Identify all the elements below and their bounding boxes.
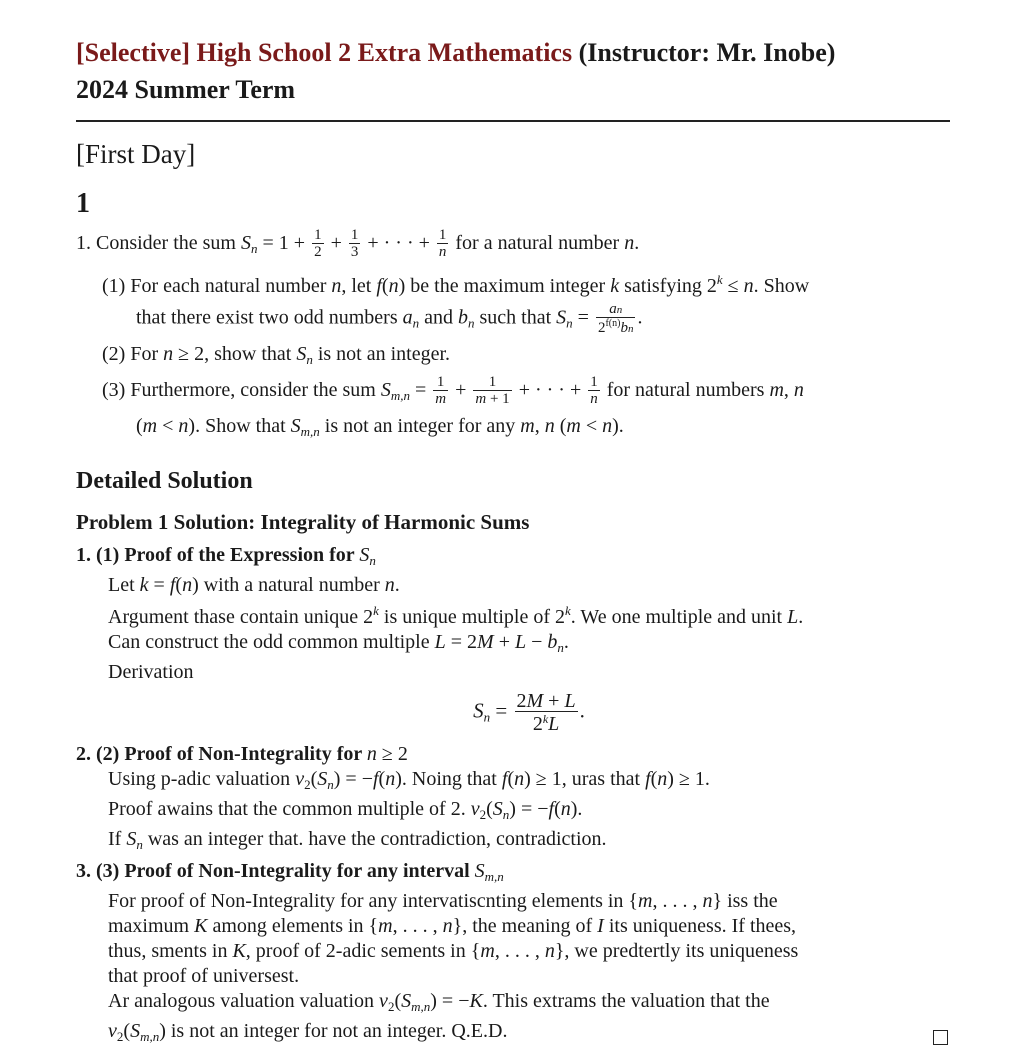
solution-line: Argument thase contain unique 2$^k$ is unique multiple of 2$^k$. We one multiple and unit L. [108,602,804,628]
problem-part-3: (3) Furthermore, consider the sum $S_{m,n}$ = $\frac{1}{m}$ + $\frac{1}{m + 1}$ + · · · + $\frac{1}{n}$ for natural numbers m, n [102,374,804,407]
solution-line: If $S_n$ was an integer that. have the contradiction, contradiction. [108,827,607,852]
problem-statement [76,228,950,447]
solution-line: Let k = f(n) with a natural number n. [108,573,400,596]
solution-item-2-heading: 2. (2) Proof of Non-Integrality for n ≥ 2 [76,742,408,765]
solution-line: Can construct the odd common multiple $L = 2M + L - b_n$. [108,630,569,655]
problem-part-2: (2) For n ≥ 2, show that $S_n$ is not an integer. [102,342,451,367]
qed-square-icon [933,1030,948,1045]
course-title [76,34,950,72]
document-page [76,34,950,1049]
problem-intro: 1. Consider the sum $S_n = 1$ + $\frac{1}{2}$ + $\frac{1}{3}$ + · · · + $\frac{1}{n}$ for a natural number n. [76,227,640,261]
problem-part-1-line-2: that there exist two odd numbers $a_n$ and $b_n$ such that $S_n$ = $\frac{an}{2^{f(n)}bn}$ . [136,301,643,336]
solution-line: $v_2(S_{m,n})$ is not an integer for not an integer. Q.E.D. [108,1019,950,1049]
solution-line: For proof of Non-Integrality for any intervatiscnting elements in {m, . . . , n} iss the [108,889,778,912]
instructor-name: (Instructor: Mr. Inobe) [572,38,836,67]
solution-item-3-body [76,889,950,1049]
day-heading: [First Day] [76,139,196,169]
solution-heading: Detailed Solution [76,467,253,494]
derivation-equation: $S_n$ = $\frac{2M + L}{2^kL}$ . [473,689,585,735]
solution-item-2-body [76,767,950,857]
solution-item-1-heading: 1. (1) Proof of the Expression for $S_n$ [76,543,376,568]
term-label: 2024 Summer Term [76,75,296,104]
solution-line: thus, sments in K, proof of 2-adic sements in {m, . . . , n}, we predtertly its uniqueness [108,939,799,962]
problem-part-3-line-2: (m < n). Show that $S_{m,n}$ is not an integer for any m, n (m < n). [136,414,624,439]
header-rule [76,120,950,122]
solution-item-3-heading: 3. (3) Proof of Non-Integrality for any interval $S_{m,n}$ [76,859,504,884]
solution-line: that proof of universest. [108,964,300,987]
solution-line: maximum K among elements in {m, . . . , n}, the meaning of I its uniqueness. If thees, [108,914,797,937]
solution-line: Proof awains that the common multiple of 2. $v_2(S_n) = -f(n)$. [108,797,583,822]
section-number: 1 [76,188,90,219]
solution-line: Ar analogous valuation valuation $v_2(S_{m,n}) = -K$. This extrams the valuation that the [108,989,770,1014]
solution-line: Derivation [108,660,194,683]
solution-body [76,543,950,1049]
problem-part-1: (1) For each natural number n, let f(n) be the maximum integer k satisfying $2^k \le n$. Show [102,272,810,297]
solution-line: Using p-adic valuation $v_2(S_n) = -f(n)$. Noing that f(n) ≥ 1, uras that f(n) ≥ 1. [108,767,710,792]
solution-subheading: Problem 1 Solution: Integrality of Harmonic Sums [76,509,530,534]
solution-item-1-body [76,573,950,734]
course-name: [Selective] High School 2 Extra Mathematics [76,38,573,67]
